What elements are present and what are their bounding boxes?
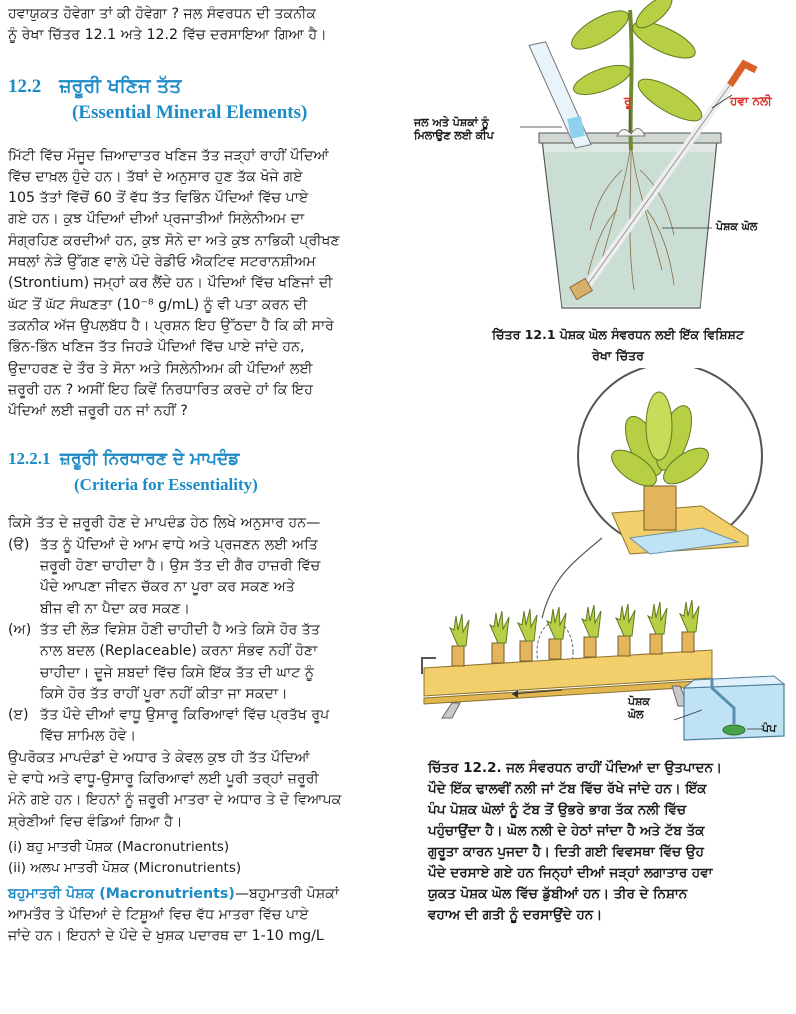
text-line: ਆਮਤੌਰ ਤੇ ਪੌਦਿਆਂ ਦੇ ਟਿਸ਼ੂਆਂ ਵਿਚ ਵੱਧ ਮਾਤਰਾ ਵਿੱਚ ਪਾਏ bbox=[8, 906, 309, 923]
hydroponic-channel-diagram bbox=[412, 368, 792, 748]
text-line: ਘੱਟ ਤੋਂ ਘੱਟ ਸੰਘਣਤਾ (10⁻⁸ g/mL) ਨੂੰ ਵੀ ਪਤਾ ਕਰਨ ਦੀ bbox=[8, 296, 308, 313]
air-tube-label: ਹਵਾ ਨਲੀ bbox=[730, 94, 772, 108]
text-line: ਵਿੱਚ ਸ਼ਾਮਿਲ ਹੋਵੇ। bbox=[40, 728, 137, 745]
text-line: ਮੰਨੇ ਗਏ ਹਨ। ਇਹਨਾਂ ਨੂੰ ਜ਼ਰੂਰੀ ਮਾਤਰਾ ਦੇ ਅਧਾਰ ਤੇ ਦੋ ਵਿਆਪਕ bbox=[8, 792, 342, 809]
caption-line: ਰੇਖਾ ਚਿੱਤਰ bbox=[592, 348, 644, 363]
text-line: ਤੱਤ ਨੂੰ ਪੌਦਿਆਂ ਦੇ ਆਮ ਵਾਧੇ ਅਤੇ ਪ੍ਰਜਣਨ ਲਈ ਅਤਿ bbox=[40, 536, 318, 553]
subsection-title-pa: ਜ਼ਰੂਰੀ ਨਿਰਧਾਰਣ ਦੇ ਮਾਪਦੰਡ bbox=[59, 449, 240, 470]
caption-line: ਪਹੁੰਚਾਉਂਦਾ ਹੈ। ਘੋਲ ਨਲੀ ਦੇ ਹੇਠਾਂ ਜਾਂਦਾ ਹੈ ਅਤੇ ਟੱਬ ਤੱਕ bbox=[428, 823, 705, 839]
text-line: ਜਾਂਦੇ ਹਨ। ਇਹਨਾਂ ਦੇ ਪੌਦੇ ਦੇ ਖੁਸ਼ਕ ਪਦਾਰਥ ਦਾ 1-10 mg/L bbox=[8, 928, 324, 945]
air-tube-red bbox=[730, 64, 756, 85]
text-line: ਪੌਦੇ ਆਪਣਾ ਜੀਵਨ ਚੱਕਰ ਨਾ ਪੂਰਾ ਕਰ ਸਕਣ ਅਤੇ bbox=[40, 579, 295, 596]
cotton-label: ਰੂ bbox=[624, 94, 632, 108]
criteria-intro: ਕਿਸੇ ਤੱਤ ਦੇ ਜ਼ਰੂਰੀ ਹੋਣ ਦੇ ਮਾਪਦੰਡ ਹੇਠ ਲਿਖੇ ਅਨੁਸਾਰ ਹਨ— bbox=[8, 515, 321, 532]
leaf bbox=[633, 72, 707, 129]
category-item: (i) ਬਹੁ ਮਾਤਰੀ ਪੋਸ਼ਕ (Macronutrients) bbox=[8, 838, 230, 855]
text-line: ਤੱਤ ਪੌਦੇ ਦੀਆਂ ਵਾਧੂ ਉਸਾਰੂ ਕਿਰਿਆਵਾਂ ਵਿੱਚ ਪ੍ਰਤੱਖ ਰੂਪ bbox=[40, 707, 330, 724]
caption-line: ਪੌਦੇ ਦਰਸਾਏ ਗਏ ਹਨ ਜਿਨ੍ਹਾਂ ਦੀਆਂ ਜੜ੍ਹਾਂ ਲਗਾਤਾਰ ਹਵਾ bbox=[428, 865, 713, 881]
pump-label: ਪੰਪ bbox=[762, 722, 777, 735]
intro-paragraph bbox=[8, 4, 404, 47]
text-line: ਉਦਾਹਰਣ ਦੇ ਤੌਰ ਤੇ ਸੋਨਾ ਅਤੇ ਸਿਲੇਨੀਅਮ ਕੀ ਪੌਦਿਆਂ ਲਈ bbox=[8, 360, 313, 377]
text-line: ਬੀਜ ਵੀ ਨਾ ਪੈਦਾ ਕਰ ਸਕਣ। bbox=[40, 600, 191, 617]
fig2-solution-label: ਪੋਸ਼ਕ ਘੋਲ bbox=[628, 695, 650, 721]
section-paragraph bbox=[8, 146, 404, 423]
text-line: ਨੂੰ ਰੇਖਾ ਚਿੱਤਰ 12.1 ਅਤੇ 12.2 ਵਿੱਚ ਦਰਸਾਇਆ ਗਿਆ ਹੈ। bbox=[8, 27, 327, 44]
text-line: ਉਪਰੋਕਤ ਮਾਪਦੰਡਾਂ ਦੇ ਅਧਾਰ ਤੇ ਕੇਵਲ ਕੁਝ ਹੀ ਤੱਤ ਪੌਦਿਆਂ bbox=[8, 749, 310, 766]
left-column bbox=[8, 0, 404, 947]
list-marker: (ਅ) bbox=[8, 621, 32, 638]
text-line: ਪੌਦਿਆਂ ਲਈ ਜ਼ਰੂਰੀ ਹਨ ਜਾਂ ਨਹੀਂ ? bbox=[8, 403, 188, 420]
summary-paragraph bbox=[8, 748, 404, 833]
figure-12-1-caption bbox=[448, 324, 788, 366]
list-item bbox=[8, 535, 404, 620]
figure-12-1 bbox=[412, 0, 792, 310]
macro-heading: ਬਹੁਮਾਤਰੀ ਪੋਸ਼ਕ (Macronutrients) bbox=[8, 885, 235, 902]
list-marker: (ੲ) bbox=[8, 707, 29, 724]
caption-line: ਯੁਕਤ ਪੋਸ਼ਕ ਘੋਲ ਵਿੱਚ ਡੁੱਬੀਆਂ ਹਨ। ਤੀਰ ਦੇ ਨਿਸ਼ਾਨ bbox=[428, 886, 688, 902]
text-line: ਸੰਗ੍ਰਹਿਣ ਕਰਦੀਆਂ ਹਨ, ਕੁਝ ਸੋਨੇ ਦਾ ਅਤੇ ਕੁਝ ਨਾਭਿਕੀ ਪ੍ਰੀਖਣ bbox=[8, 232, 340, 249]
text-line: ਨਾਲ ਬਦਲ (Replaceable) ਕਰਨਾ ਸੰਭਵ ਨਹੀਂ ਹੋਣਾ bbox=[40, 643, 318, 660]
subsection-title-en: (Criteria for Essentiality) bbox=[74, 475, 258, 495]
category-item: (ii) ਅਲਪ ਮਾਤਰੀ ਪੋਸ਼ਕ (Micronutrients) bbox=[8, 860, 242, 877]
text-line: ਗਏ ਹਨ। ਕੁਝ ਪੌਦਿਆਂ ਦੀਆਂ ਪ੍ਰਜਾਤੀਆਂ ਸਿਲੇਨੀਅਮ ਦਾ bbox=[8, 211, 305, 228]
text-line: ਤੱਤ ਦੀ ਲੋੜ ਵਿਸ਼ੇਸ਼ ਹੋਣੀ ਚਾਹੀਦੀ ਹੈ ਅਤੇ ਕਿਸੇ ਹੋਰ ਤੱਤ bbox=[40, 621, 320, 638]
list-marker: (ੳ) bbox=[8, 536, 30, 553]
text-line: 105 ਤੱਤਾਂ ਵਿੱਚੋਂ 60 ਤੋਂ ਵੱਧ ਤੱਤ ਵਿਭਿੰਨ ਪੌਦਿਆਂ ਵਿੱਚ ਪਾਏ bbox=[8, 190, 309, 207]
caption-line: ਪੌਦੇ ਇੱਕ ਢਾਲਵੀਂ ਨਲੀ ਜਾਂ ਟੱਬ ਵਿੱਚ ਰੱਖੇ ਜਾਂਦੇ ਹਨ। ਇੱਕ bbox=[428, 781, 707, 797]
section-heading bbox=[8, 73, 404, 126]
caption-line: ਪੰਪ ਪੋਸ਼ਕ ਘੋਲਾਂ ਨੂੰ ਟੱਬ ਤੋਂ ਉਭਰੇ ਭਾਗ ਤੱਕ ਨਲੀ ਵਿੱਚ bbox=[428, 802, 687, 818]
caption-line: ਗੁਰੂਤਾ ਕਾਰਨ ਪੁਜਦਾ ਹੈ। ਦਿਤੀ ਗਈ ਵਿਵਸਥਾ ਵਿੱਚ ਉਹ bbox=[428, 844, 704, 860]
text-line: —ਬਹੁਮਾਤਰੀ ਪੋਸ਼ਕਾਂ bbox=[234, 885, 339, 902]
pot bbox=[644, 486, 676, 530]
text-line: ਮਿੱਟੀ ਵਿੱਚ ਮੌਜੂਦ ਜ਼ਿਆਦਾਤਰ ਖਣਿਜ ਤੱਤ ਜੜ੍ਹਾਂ ਰਾਹੀਂ ਪੌਦਿਆਂ bbox=[8, 147, 329, 164]
text-line: ਸਥਲਾਂ ਨੇੜੇ ਉੱਗਣ ਵਾਲੇ ਪੌਦੇ ਰੇਡੀਓ ਐਕਟਿਵ ਸਟਰਾਨਸ਼ੀਅਮ bbox=[8, 254, 316, 271]
text-line: ਸ਼੍ਰੇਣੀਆਂ ਵਿਚ ਵੰਡਿਆਂ ਗਿਆ ਹੈ। bbox=[8, 813, 183, 830]
caption-line: ਵਹਾਅ ਦੀ ਗਤੀ ਨੂੰ ਦਰਸਾਉਂਦੇ ਹਨ। bbox=[428, 907, 603, 923]
solution-label: ਪੋਸ਼ਕ ਘੋਲ bbox=[716, 220, 758, 233]
hydroponic-pot-diagram bbox=[412, 0, 792, 310]
subsection-number: 12.2.1 bbox=[8, 449, 51, 469]
text-line: ਚਾਹੀਦਾ। ਦੂਜੇ ਸ਼ਬਦਾਂ ਵਿੱਚ ਕਿਸੇ ਇੱਕ ਤੱਤ ਦੀ ਘਾਟ ਨੂੰ bbox=[40, 664, 315, 681]
text-line: ਜ਼ਰੂਰੀ ਹਨ ? ਅਸੀਂ ਇਹ ਕਿਵੇਂ ਨਿਰਧਾਰਿਤ ਕਰਦੇ ਹਾਂ ਕਿ ਇਹ bbox=[8, 381, 313, 398]
macro-paragraph bbox=[8, 884, 404, 948]
list-item bbox=[8, 620, 404, 705]
figure-12-2-caption bbox=[428, 758, 788, 926]
category-list bbox=[8, 837, 404, 880]
text-line: ਤਕਨੀਕ ਅੱਜ ਉਪਲਬੱਧ ਹੈ। ਪ੍ਰਸ਼ਨ ਇਹ ਉੱਠਦਾ ਹੈ ਕਿ ਕੀ ਸਾਰੇ bbox=[8, 317, 334, 334]
caption-line: ਚਿੱਤਰ 12.1 ਪੋਸ਼ਕ ਘੋਲ ਸੰਵਰਧਨ ਲਈ ਇੱਕ ਵਿਸ਼ਿਸ਼ਟ bbox=[492, 327, 744, 342]
text-line: ਹਵਾਯੁਕਤ ਹੋਵੇਗਾ ਤਾਂ ਕੀ ਹੋਵੇਗਾ ? ਜਲ ਸੰਵਰਧਨ ਦੀ ਤਕਨੀਕ bbox=[8, 6, 317, 22]
text-line: ਕਿਸੇ ਹੋਰ ਤੱਤ ਰਾਹੀਂ ਪੂਰਾ ਨਹੀਂ ਕੀਤਾ ਜਾ ਸਕਦਾ। bbox=[40, 685, 288, 702]
section-title-pa: ਜ਼ਰੂਰੀ ਖਣਿਜ ਤੱਤ bbox=[59, 74, 182, 97]
subsection-heading bbox=[8, 446, 404, 497]
cup-label: ਜਲ ਅਤੇ ਪੋਸ਼ਕਾਂ ਨੂੰ ਮਿਲਾਉਣ ਲਈ ਕੀਪ bbox=[414, 116, 494, 142]
list-item bbox=[8, 705, 404, 748]
figure-12-2 bbox=[412, 368, 792, 748]
text-line: ਦੇ ਵਾਧੇ ਅਤੇ ਵਾਧੂ-ਉਸਾਰੂ ਕਿਰਿਆਵਾਂ ਲਈ ਪੂਰੀ ਤਰ੍ਹਾਂ ਜ਼ਰੂਰੀ bbox=[8, 771, 319, 788]
pump bbox=[723, 725, 745, 735]
criteria-list bbox=[8, 535, 404, 748]
section-number: 12.2 bbox=[8, 75, 42, 97]
text-line: (Strontium) ਜਮ੍ਹਾਂ ਕਰ ਲੈਂਦੇ ਹਨ। ਪੌਦਿਆਂ ਵਿੱਚ ਖਣਿਜਾਂ ਦੀ bbox=[8, 275, 333, 292]
caption-line: ਚਿੱਤਰ 12.2. ਜਲ ਸੰਵਰਧਨ ਰਾਹੀਂ ਪੌਦਿਆਂ ਦਾ ਉਤਪਾਦਨ। bbox=[428, 760, 723, 776]
text-line: ਵਿੱਚ ਦਾਖ਼ਲ ਹੁੰਦੇ ਹਨ। ਤੱਥਾਂ ਦੇ ਅਨੁਸਾਰ ਹੁਣ ਤੱਕ ਖੋਜੇ ਗਏ bbox=[8, 168, 303, 185]
section-title-en: (Essential Mineral Elements) bbox=[72, 101, 308, 123]
text-line: ਭਿੰਨ-ਭਿੰਨ ਖਣਿਜ ਤੱਤ ਜਿਹੜੇ ਪੌਦਿਆਂ ਵਿੱਚ ਪਾਏ ਜਾਂਦੇ ਹਨ, bbox=[8, 339, 305, 356]
text-line: ਜ਼ਰੂਰੀ ਹੋਣਾ ਚਾਹੀਦਾ ਹੈ। ਉਸ ਤੱਤ ਦੀ ਗੈਰ ਹਾਜ਼ਰੀ ਵਿੱਚ bbox=[40, 558, 321, 575]
leaf bbox=[566, 4, 633, 57]
